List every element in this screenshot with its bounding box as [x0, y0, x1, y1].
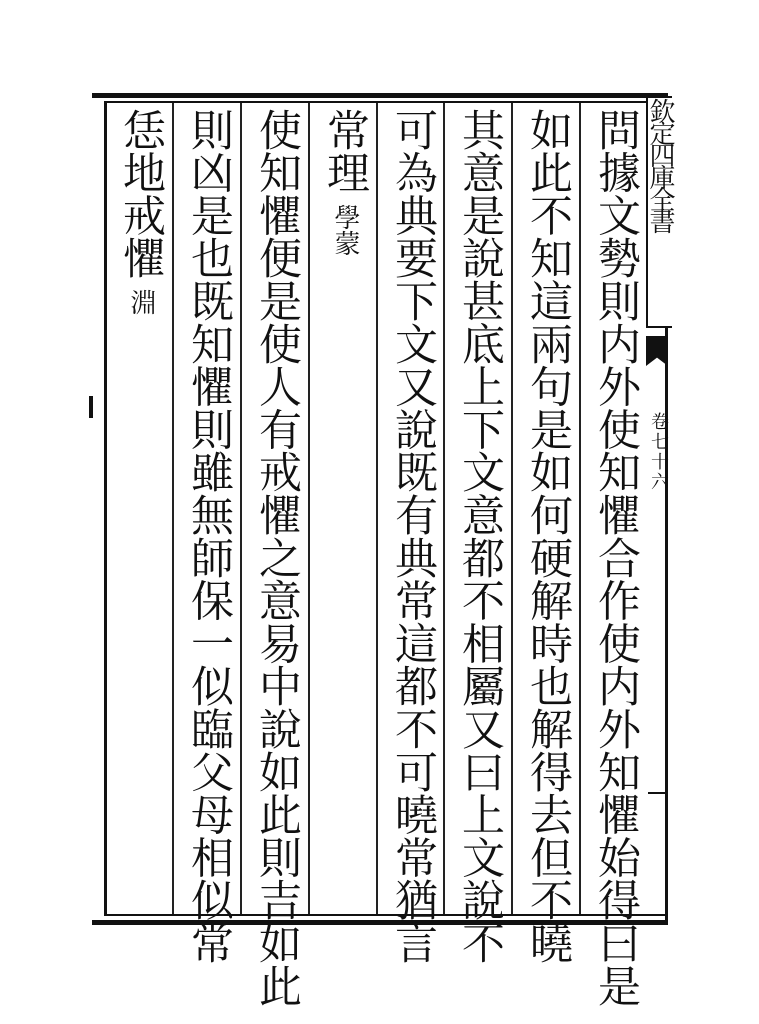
- left-margin-tick: [89, 396, 93, 418]
- column-text: 則凶是也既知懼則雖無師保一似臨父母相似常: [184, 108, 234, 965]
- column-separator: [308, 103, 310, 914]
- column-separator: [579, 103, 581, 914]
- text-column-5: [319, 108, 371, 908]
- text-column-4: [387, 108, 439, 965]
- top-border-thin: [104, 101, 668, 103]
- column-annotation: 學蒙: [330, 203, 360, 256]
- text-column-8: [115, 108, 167, 908]
- column-text: 可為典要下文又說既有典常這都不可曉常猶言: [388, 108, 438, 965]
- top-border-thick: [92, 93, 668, 98]
- column-annotation: 淵: [126, 289, 156, 316]
- column-separator: [376, 103, 378, 914]
- column-separator: [172, 103, 174, 914]
- text-column-2: [522, 108, 574, 965]
- left-border: [104, 101, 107, 916]
- juan-number-label: 卷七十六: [648, 412, 669, 492]
- fish-tail-mark: [646, 336, 668, 366]
- column-text: 使知懼便是使人有戒懼之意易中說如此則吉如此: [252, 108, 302, 1007]
- margin-tick: [648, 792, 666, 794]
- column-text: 常理: [320, 108, 370, 194]
- text-column-7: [183, 108, 235, 965]
- column-separator: [443, 103, 445, 914]
- column-separator: [240, 103, 242, 914]
- bottom-border-thick: [92, 920, 668, 925]
- text-column-3: [454, 108, 506, 965]
- column-text: 如此不知這兩句是如何硬解時也解得去但不曉: [523, 108, 573, 965]
- book-title-margin: 欽定四庫全書: [646, 96, 672, 328]
- text-column-6: [251, 108, 303, 1007]
- column-separator: [511, 103, 513, 914]
- column-text: 恁地戒懼: [116, 108, 166, 280]
- column-text: 問據文勢則内外使知懼合作使内外知懼始得曰是: [591, 108, 641, 1007]
- column-text: 其意是說甚底上下文意都不相屬又曰上文說不: [455, 108, 505, 965]
- text-column-1: [590, 108, 642, 1007]
